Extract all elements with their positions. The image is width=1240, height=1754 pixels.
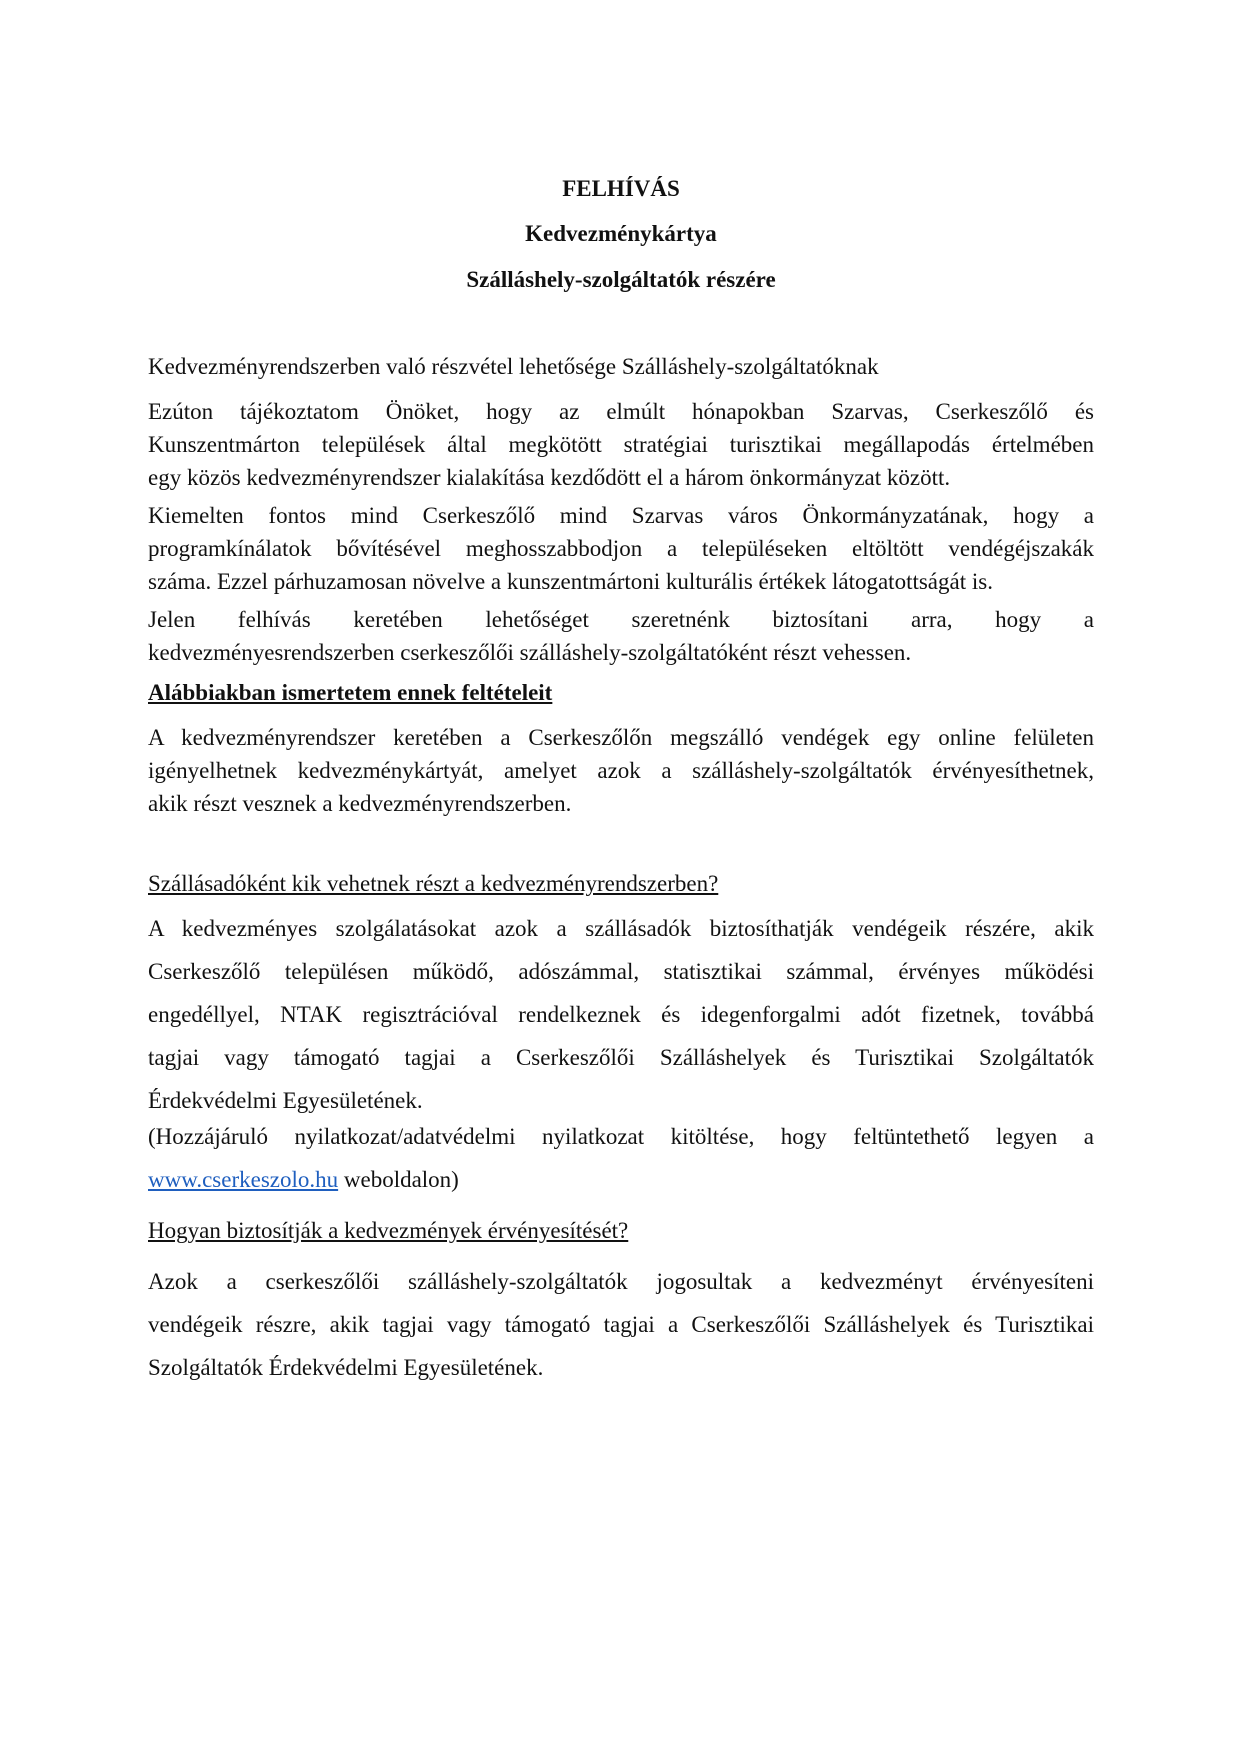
paragraph-line: A kedvezményrendszer keretében a Cserkeszőlőn megszálló vendégek egy online felületen bbox=[148, 725, 1094, 750]
intro-paragraph-3 bbox=[148, 603, 1094, 669]
website-link[interactable]: www.cserkeszolo.hu bbox=[148, 1167, 339, 1192]
how-heading bbox=[148, 1214, 1094, 1247]
intro-paragraph-2 bbox=[148, 499, 1094, 598]
paragraph-line: Kiemelten fontos mind Cserkeszőlő mind Szarvas város Önkormányzatának, hogy a bbox=[148, 503, 1094, 528]
conditions-paragraph bbox=[148, 721, 1094, 820]
paragraph-line: engedéllyel, NTAK regisztrációval rendelkeznek és idegenforgalmi adót fizetnek, továbbá bbox=[148, 1002, 1094, 1027]
paragraph-line: Cserkeszőlő településen működő, adószámmal, statisztikai számmal, érvényes működési bbox=[148, 959, 1094, 984]
paragraph-line: Érdekvédelmi Egyesületének. bbox=[148, 1088, 423, 1113]
how-paragraph bbox=[148, 1260, 1094, 1389]
note-tail: weboldalon) bbox=[338, 1167, 459, 1192]
paragraph-line: kedvezményesrendszerben cserkeszőlői szálláshely-szolgáltatóként részt vehessen. bbox=[148, 640, 912, 665]
paragraph-line: Kunszentmárton települések által megkötött stratégiai turisztikai megállapodás értelmében bbox=[148, 432, 1094, 457]
intro-lead-text: Kedvezményrendszerben való részvétel lehetősége Szálláshely-szolgáltatóknak bbox=[148, 354, 879, 379]
document-target: Szálláshely-szolgáltatók részére bbox=[466, 267, 776, 292]
paragraph-line: egy közös kedvezményrendszer kialakítása kezdődött el a három önkormányzat között. bbox=[148, 465, 951, 490]
paragraph-line: A kedvezményes szolgálatásokat azok a szállásadók biztosíthatják vendégeik részére, akik bbox=[148, 916, 1094, 941]
who-heading bbox=[148, 867, 1094, 900]
document-subtitle: Kedvezménykártya bbox=[525, 221, 717, 246]
how-heading-text: Hogyan biztosítják a kedvezmények érvényesítését? bbox=[148, 1218, 629, 1243]
paragraph-line: Jelen felhívás keretében lehetőséget szeretnénk biztosítani arra, hogy a bbox=[148, 607, 1094, 632]
paragraph-line: programkínálatok bővítésével meghosszabbodjon a településeken eltöltött vendégéjszakák bbox=[148, 536, 1094, 561]
intro-lead bbox=[148, 350, 1094, 383]
paragraph-line: Azok a cserkeszőlői szálláshely-szolgáltatók jogosultak a kedvezményt érvényesíteni bbox=[148, 1269, 1094, 1294]
note-line-2 bbox=[148, 1158, 1094, 1201]
who-note bbox=[148, 1115, 1094, 1201]
intro-paragraph-1 bbox=[148, 395, 1094, 494]
paragraph-line: tagjai vagy támogató tagjai a Cserkeszőlői Szálláshelyek és Turisztikai Szolgáltatók bbox=[148, 1045, 1094, 1070]
paragraph-line: igényelhetnek kedvezménykártyát, amelyet azok a szálláshely-szolgáltatók érvényesíthetnek, bbox=[148, 758, 1094, 783]
conditions-heading bbox=[148, 676, 1094, 709]
who-heading-text: Szállásadóként kik vehetnek részt a kedvezményrendszerben? bbox=[148, 871, 719, 896]
paragraph-line: vendégeik részre, akik tagjai vagy támogató tagjai a Cserkeszőlői Szálláshelyek és Turisztikai bbox=[148, 1312, 1094, 1337]
paragraph-line: Ezúton tájékoztatom Önöket, hogy az elmúlt hónapokban Szarvas, Cserkeszőlő és bbox=[148, 399, 1094, 424]
note-line: (Hozzájáruló nyilatkozat/adatvédelmi nyilatkozat kitöltése, hogy feltüntethető legyen a bbox=[148, 1124, 1094, 1149]
paragraph-line: akik részt vesznek a kedvezményrendszerben. bbox=[148, 791, 572, 816]
who-paragraph bbox=[148, 907, 1094, 1122]
conditions-heading-text: Alábbiakban ismertetem ennek feltételeit bbox=[148, 680, 553, 705]
document-title: FELHÍVÁS bbox=[562, 176, 680, 201]
paragraph-line: száma. Ezzel párhuzamosan növelve a kunszentmártoni kulturális értékek látogatottságát is. bbox=[148, 569, 993, 594]
paragraph-line: Szolgáltatók Érdekvédelmi Egyesületének. bbox=[148, 1355, 544, 1380]
